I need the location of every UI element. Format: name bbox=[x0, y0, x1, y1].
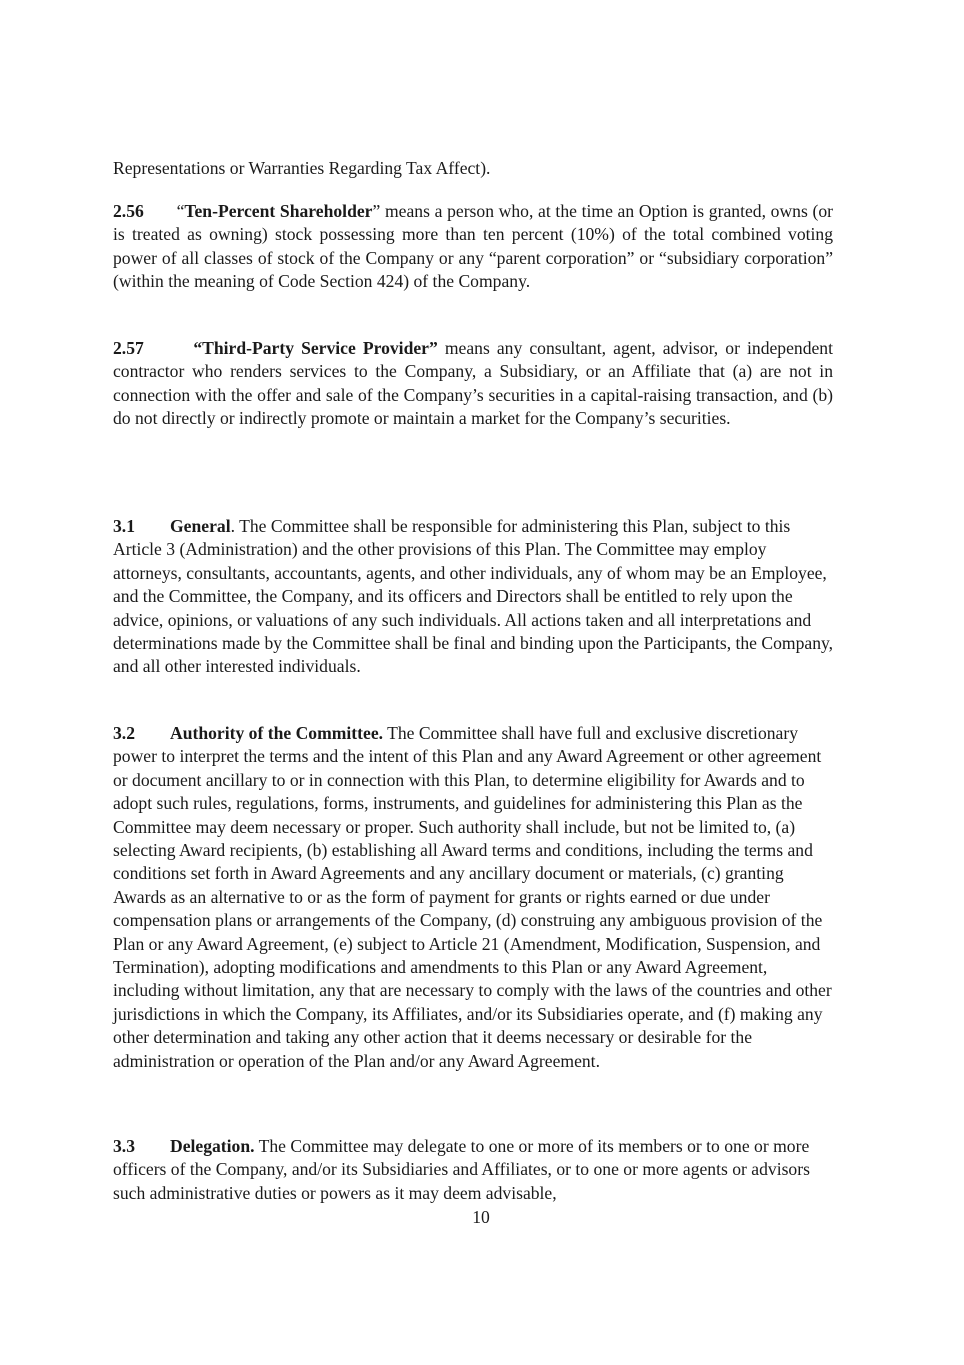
defined-term: Ten-Percent Shareholder bbox=[184, 201, 373, 221]
section-text: The Committee may delegate to one or more of its members or to one or more officers of the Company, and/or its Subsidiaries and Affiliates, or to one or more agents or advisors such administrative duties or powers as it may deem advisable, bbox=[113, 1136, 810, 1203]
section-number: 3.2 bbox=[113, 723, 135, 743]
defined-term: “Third-Party Service Provider” bbox=[193, 338, 438, 358]
section-number: 2.57 bbox=[113, 338, 144, 358]
open-quote: “ bbox=[176, 201, 185, 221]
section-3-1 bbox=[113, 515, 837, 679]
section-title: Delegation. bbox=[170, 1136, 255, 1156]
section-number: 3.3 bbox=[113, 1136, 135, 1156]
section-title: General bbox=[170, 516, 231, 536]
section-text: means any consultant, agent, advisor, or independent contractor who renders services to the Company, a Subsidiary, or an Affiliate that (a) are not in connection with the offer and sale of the Company’s securities in a capital-raising transaction, and (b) do not directly or indirectly promote or maintain a market for the Company’s securities. bbox=[113, 338, 833, 429]
section-text: ” means a person who, at the time an Option is granted, owns (or is treated as owning) stock possessing more than ten percent (10%) of the total combined voting power of all classes of stock of the Company or any “parent corporation” or “subsidiary corporation” (within the meaning of Code Section 424) of the Company. bbox=[113, 201, 833, 292]
section-number: 3.1 bbox=[113, 516, 135, 536]
section-title: Authority of the Committee. bbox=[170, 723, 384, 743]
continuation-text: Representations or Warranties Regarding Tax Affect). bbox=[113, 158, 491, 178]
section-2-56 bbox=[113, 200, 833, 294]
page-number: 10 bbox=[472, 1207, 490, 1227]
section-2-57 bbox=[113, 337, 833, 431]
continuation-line bbox=[113, 157, 833, 180]
section-number: 2.56 bbox=[113, 201, 144, 221]
section-text: The Committee shall have full and exclusive discretionary power to interpret the terms and the intent of this Plan and any Award Agreement or other agreement or document ancillary to or in connection with this Plan, to determine eligibility for Awards and to adopt such rules, regulations, forms, instruments, and guidelines for administering this Plan as the Committee may deem necessary or proper. Such authority shall include, but not be limited to, (a) selecting Award recipients, (b) establishing all Award terms and conditions, including the terms and conditions set forth in Award Agreements and any ancillary document or materials, (c) granting Awards as an alternative to or as the form of payment for grants or rights earned or due under compensation plans or arrangements of the Company, (d) construing any ambiguous provision of the Plan or any Award Agreement, (e) subject to Article 21 (Amendment, Modification, Suspension, and Termination), adopting modifications and amendments to this Plan or any Award Agreement, including without limitation, any that are necessary to comply with the laws of the countries and other jurisdictions in which the Company, its Affiliates, and/or its Subsidiaries operate, and (f) making any other determination and taking any other action that it deems necessary or desirable for the administration or operation of the Plan and/or any Award Agreement. bbox=[113, 723, 832, 1071]
section-3-2 bbox=[113, 722, 837, 1073]
section-text: . The Committee shall be responsible for administering this Plan, subject to this Article 3 (Administration) and the other provisions of this Plan. The Committee may employ attorneys, consultants, accountants, agents, and other individuals, any of whom may be an Employee, and the Committee, the Company, and its officers and Directors shall be entitled to rely upon the advice, opinions, or valuations of any such individuals. All actions taken and all interpretations and determinations made by the Committee shall be final and binding upon the Participants, the Company, and all other interested individuals. bbox=[113, 516, 834, 677]
section-3-3 bbox=[113, 1135, 837, 1205]
